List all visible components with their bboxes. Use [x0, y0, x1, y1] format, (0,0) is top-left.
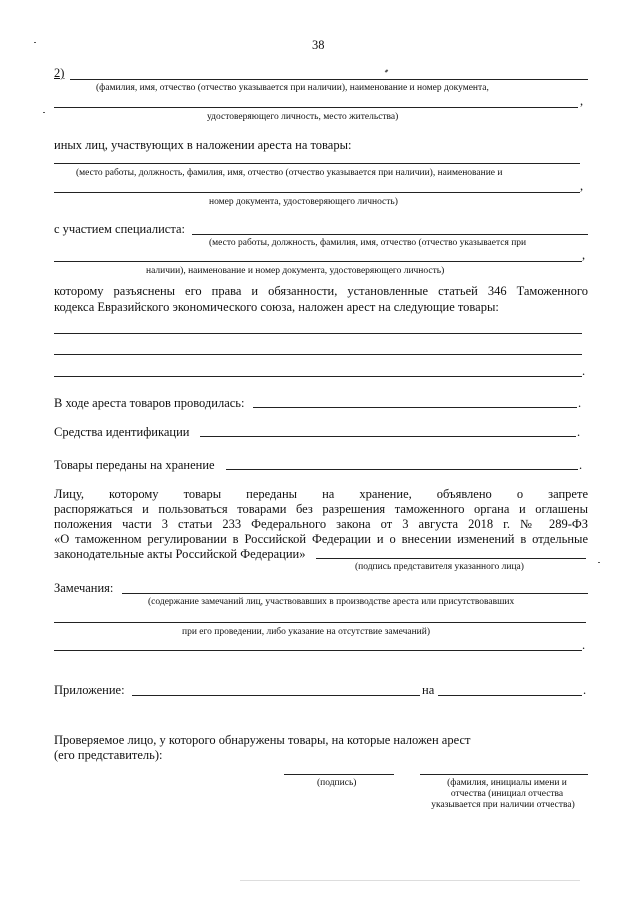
comma-mark: ,	[580, 179, 584, 193]
item-number: 2)	[54, 66, 65, 80]
caption-specialist-1: (место работы, должность, фамилия, имя, отчество (отчество указывается при	[209, 238, 527, 248]
scan-edge	[240, 880, 580, 881]
attachment-label: Приложение:	[54, 683, 125, 697]
other-persons-document-line[interactable]	[54, 192, 580, 193]
representative-signature-line[interactable]	[316, 558, 586, 559]
arrest-process-line[interactable]	[253, 407, 577, 408]
remarks-line[interactable]	[54, 650, 582, 651]
caption-remarks-1: (содержание замечаний лиц, участвовавших в производстве ареста или присутствовавших	[148, 597, 515, 607]
person-document-line[interactable]	[54, 107, 578, 108]
specialist-document-line[interactable]	[54, 261, 582, 262]
name-line[interactable]	[420, 774, 588, 775]
period-mark: .	[577, 425, 581, 439]
goods-line[interactable]	[54, 354, 582, 355]
page-number: 38	[312, 38, 325, 52]
caption-name-3: указывается при наличии отчества)	[431, 800, 575, 810]
person-name-line[interactable]	[70, 79, 588, 80]
specialist-label: с участием специалиста:	[54, 222, 185, 236]
attachment-pages-line[interactable]	[438, 695, 582, 696]
goods-line[interactable]	[54, 376, 582, 377]
caption-other-2: номер документа, удостоверяющего личность)	[209, 197, 398, 207]
caption-signature: (подпись)	[317, 778, 357, 788]
period-mark: .	[582, 638, 586, 652]
inspected-person-line: Проверяемое лицо, у которого обнаружены товары, на которые наложен арест	[54, 733, 471, 747]
comma-mark: ,	[582, 248, 586, 262]
caption-signature-rep: (подпись представителя указанного лица)	[355, 562, 524, 572]
comma-mark: ,	[580, 94, 584, 108]
caption-person-1: (фамилия, имя, отчество (отчество указывается при наличии), наименование и номер документа,	[96, 83, 489, 93]
scan-speck	[34, 42, 36, 43]
period-mark: .	[579, 458, 583, 472]
caption-name-1: (фамилия, инициалы имени и	[447, 778, 567, 788]
notice-text-line: законодательные акты Российской Федерации»	[54, 547, 306, 561]
storage-label: Товары переданы на хранение	[54, 458, 215, 472]
scan-speck	[43, 112, 45, 113]
other-persons-line[interactable]	[54, 163, 580, 164]
on-label: на	[422, 683, 435, 697]
caption-remarks-2: при его проведении, либо указание на отсутствие замечаний)	[182, 627, 430, 637]
caption-person-2: удостоверяющего личность, место жительства)	[207, 112, 399, 122]
notice-text-line: «О таможенном регулировании в Российской Федерации и о внесении изменений в отдельные	[54, 532, 588, 546]
caption-other-1: (место работы, должность, фамилия, имя, отчество (отчество указывается при наличии), наименование и	[76, 168, 503, 178]
other-persons-label: иных лиц, участвующих в наложении ареста на товары:	[54, 138, 352, 152]
inspected-person-line: (его представитель):	[54, 748, 163, 762]
notice-text-line: Лицу, которому товары переданы на хранение, объявлено о запрете	[54, 487, 588, 501]
notice-text-line: положения части 3 статьи 233 Федерального закона от 3 августа 2018 г. № 289-ФЗ	[54, 517, 588, 531]
identification-line[interactable]	[200, 436, 576, 437]
identification-label: Средства идентификации	[54, 425, 190, 439]
remarks-label: Замечания:	[54, 581, 114, 595]
rights-text-line: кодекса Евразийского экономического союза, наложен арест на следующие товары:	[54, 300, 499, 314]
storage-line[interactable]	[226, 469, 578, 470]
remarks-line[interactable]	[122, 593, 588, 594]
attachment-line[interactable]	[132, 695, 420, 696]
period-mark: .	[582, 364, 586, 378]
caption-specialist-2: наличии), наименование и номер документа, удостоверяющего личность)	[146, 266, 445, 276]
goods-line[interactable]	[54, 333, 582, 334]
specialist-line[interactable]	[192, 234, 588, 235]
scan-speck	[385, 69, 389, 72]
scan-speck	[598, 562, 600, 563]
notice-text-line: распоряжаться и пользоваться товарами без разрешения таможенного органа и оглашены	[54, 502, 588, 516]
period-mark: .	[583, 683, 587, 697]
signature-line[interactable]	[284, 774, 394, 775]
arrest-process-label: В ходе ареста товаров проводилась:	[54, 396, 245, 410]
period-mark: .	[578, 396, 582, 410]
remarks-line[interactable]	[54, 622, 586, 623]
rights-text-line: которому разъяснены его права и обязанности, установленные статьей 346 Таможенного	[54, 284, 588, 298]
caption-name-2: отчества (инициал отчества	[450, 789, 564, 799]
